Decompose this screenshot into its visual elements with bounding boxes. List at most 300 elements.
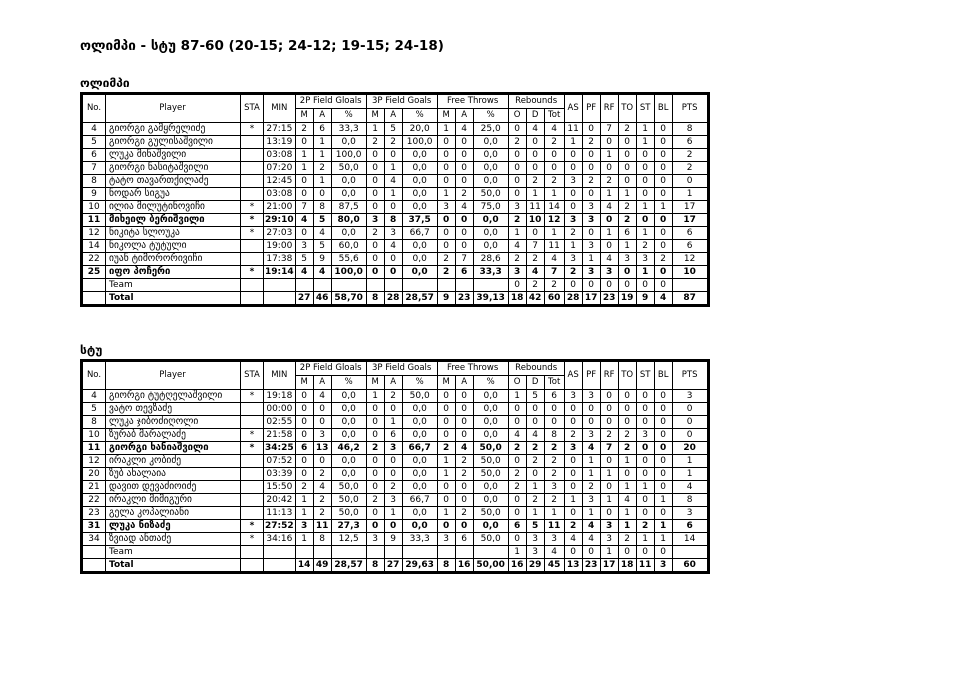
cell-min: 02:55: [264, 416, 296, 429]
col-header-reb-tot: Tot: [544, 376, 564, 390]
cell-pf_: 50,0: [473, 533, 508, 546]
cell-st: 0: [636, 468, 654, 481]
cell-a2: 2: [313, 494, 331, 507]
cell-rf: 0: [600, 162, 618, 175]
col-header-min: MIN: [264, 95, 296, 123]
cell-as: 0: [564, 162, 582, 175]
cell-sta: [241, 175, 264, 188]
cell-m2: 0: [295, 227, 313, 240]
cell-to: 1: [618, 507, 636, 520]
col-header-free-throws: Free Throws: [437, 95, 508, 109]
col-header-3p-a: A: [384, 376, 402, 390]
cell-a3: 0: [384, 253, 402, 266]
col-header-reb-o: O: [508, 109, 526, 123]
cell-af: 7: [455, 253, 473, 266]
table-row: [83, 481, 708, 494]
stats-table-olimpi-border: [80, 92, 710, 307]
cell-total-af: 23: [455, 292, 473, 305]
cell-pf_: 0,0: [473, 214, 508, 227]
cell-as: 1: [564, 136, 582, 149]
cell-as: 0: [564, 455, 582, 468]
cell-o: 0: [508, 123, 526, 136]
cell-total-st: 11: [636, 559, 654, 572]
cell-pts: 6: [672, 227, 707, 240]
cell-af: 4: [455, 123, 473, 136]
table-row-total: [83, 292, 708, 305]
cell-tot: 3: [544, 481, 564, 494]
table-row: [83, 162, 708, 175]
cell-sta: *: [241, 201, 264, 214]
cell-team-empty: [455, 546, 473, 559]
cell-team-label: Team: [106, 546, 241, 559]
cell-a3: 3: [384, 494, 402, 507]
table-body: [83, 390, 708, 572]
cell-no: 9: [83, 188, 106, 201]
cell-a2: 5: [313, 214, 331, 227]
cell-player: ლუკა მინაშვილი: [106, 149, 241, 162]
cell-as: 3: [564, 175, 582, 188]
cell-total-o: 18: [508, 292, 526, 305]
cell-to: 2: [618, 442, 636, 455]
cell-bl: 0: [654, 214, 672, 227]
cell-pts: 17: [672, 201, 707, 214]
cell-a2: 4: [313, 481, 331, 494]
cell-af: 4: [455, 442, 473, 455]
cell-tot: 2: [544, 136, 564, 149]
cell-mf: 1: [437, 507, 455, 520]
cell-min: 21:58: [264, 429, 296, 442]
cell-bl: 0: [654, 188, 672, 201]
cell-o: 4: [508, 240, 526, 253]
cell-total-p2: 28,57: [331, 559, 366, 572]
cell-st: 2: [636, 240, 654, 253]
cell-player: ნოდარ სიგუა: [106, 188, 241, 201]
table-row: [83, 227, 708, 240]
cell-tot: 2: [544, 175, 564, 188]
cell-af: 0: [455, 240, 473, 253]
cell-mf: 2: [437, 253, 455, 266]
cell-m3: 0: [366, 507, 384, 520]
cell-team-d: 2: [526, 279, 544, 292]
col-header-bl: BL: [654, 95, 672, 123]
cell-m2: 5: [295, 253, 313, 266]
cell-d: 0: [526, 416, 544, 429]
table-row: [83, 136, 708, 149]
cell-p3: 20,0: [402, 123, 437, 136]
cell-pf_: 33,3: [473, 266, 508, 279]
cell-d: 2: [526, 494, 544, 507]
cell-total-pf: 23: [582, 559, 600, 572]
cell-team-empty: [672, 546, 707, 559]
cell-player: გიორგი ნასიტაშვილი: [106, 162, 241, 175]
cell-m2: 0: [295, 390, 313, 403]
cell-af: 0: [455, 403, 473, 416]
cell-pts: 3: [672, 507, 707, 520]
cell-as: 2: [564, 429, 582, 442]
cell-bl: 0: [654, 162, 672, 175]
cell-pts: 4: [672, 481, 707, 494]
cell-pf: 2: [582, 481, 600, 494]
table-row: [83, 494, 708, 507]
cell-sta: [241, 416, 264, 429]
cell-st: 0: [636, 188, 654, 201]
cell-m3: 0: [366, 403, 384, 416]
cell-total-st: 9: [636, 292, 654, 305]
cell-pf: 0: [582, 188, 600, 201]
cell-total-bl: 3: [654, 559, 672, 572]
cell-a3: 2: [384, 481, 402, 494]
cell-as: 4: [564, 533, 582, 546]
cell-p2: 55,6: [331, 253, 366, 266]
col-header-2p-a: A: [313, 109, 331, 123]
cell-team-empty: [295, 279, 313, 292]
cell-pf: 3: [582, 429, 600, 442]
cell-st: 3: [636, 253, 654, 266]
cell-min: 03:08: [264, 149, 296, 162]
cell-pf: 4: [582, 533, 600, 546]
cell-sta: [241, 403, 264, 416]
col-header-2p-m: M: [295, 109, 313, 123]
cell-team-empty: [295, 546, 313, 559]
cell-bl: 1: [654, 494, 672, 507]
cell-a3: 0: [384, 468, 402, 481]
cell-player: ზუბ ახალაია: [106, 468, 241, 481]
cell-pf: 1: [582, 455, 600, 468]
cell-p2: 100,0: [331, 266, 366, 279]
cell-team-empty: [402, 279, 437, 292]
cell-to: 2: [618, 533, 636, 546]
cell-as: 2: [564, 227, 582, 240]
cell-min: 00:00: [264, 403, 296, 416]
cell-st: 0: [636, 455, 654, 468]
cell-m2: 0: [295, 188, 313, 201]
cell-mf: 0: [437, 481, 455, 494]
col-header-bl: BL: [654, 362, 672, 390]
col-header-player: Player: [106, 95, 241, 123]
cell-rf: 0: [600, 507, 618, 520]
cell-o: 3: [508, 266, 526, 279]
cell-bl: 0: [654, 468, 672, 481]
cell-a3: 1: [384, 162, 402, 175]
col-header-pts: PTS: [672, 95, 707, 123]
cell-total-empty: [241, 292, 264, 305]
cell-d: 0: [526, 162, 544, 175]
cell-o: 0: [508, 403, 526, 416]
cell-player: ტატო თავართქილაძე: [106, 175, 241, 188]
cell-rf: 0: [600, 481, 618, 494]
cell-m2: 2: [295, 123, 313, 136]
cell-st: 1: [636, 533, 654, 546]
cell-a2: 9: [313, 253, 331, 266]
cell-p3: 0,0: [402, 481, 437, 494]
cell-min: 19:14: [265, 267, 294, 277]
cell-af: 0: [455, 136, 473, 149]
cell-a3: 8: [384, 214, 402, 227]
cell-o: 0: [508, 416, 526, 429]
cell-pts: 2: [672, 149, 707, 162]
cell-st: 1: [636, 227, 654, 240]
cell-m3: 2: [366, 494, 384, 507]
cell-p2: 0,0: [331, 416, 366, 429]
col-header-st: ST: [636, 95, 654, 123]
cell-team-empty: [437, 279, 455, 292]
cell-o: 6: [508, 520, 526, 533]
cell-af: 0: [455, 481, 473, 494]
cell-total-pts: 60: [672, 559, 707, 572]
cell-bl: 0: [654, 175, 672, 188]
cell-bl: 2: [654, 253, 672, 266]
cell-total-d: 29: [526, 559, 544, 572]
col-header-2p-field-goals: 2P Field Gloals: [295, 362, 366, 376]
cell-a3: 0: [384, 149, 402, 162]
cell-player: დავით დევაძიოიძე: [106, 481, 241, 494]
stats-table-olimpi: [82, 94, 708, 305]
cell-no: 20: [83, 468, 106, 481]
cell-a3: 1: [384, 416, 402, 429]
cell-pts: 10: [672, 266, 707, 279]
cell-as: 0: [564, 188, 582, 201]
table-head: [83, 95, 708, 123]
stats-table-stu-border: [80, 359, 710, 574]
col-header-sta: STA: [241, 362, 264, 390]
cell-a2: 0: [313, 188, 331, 201]
cell-st: 0: [636, 507, 654, 520]
cell-mf: 1: [437, 468, 455, 481]
cell-no: 8: [83, 416, 106, 429]
cell-d: 1: [526, 481, 544, 494]
cell-as: 0: [564, 468, 582, 481]
cell-total-mf: 9: [437, 292, 455, 305]
col-header-ft-m: M: [437, 109, 455, 123]
cell-total-p2: 58,70: [331, 292, 366, 305]
cell-st: 0: [636, 390, 654, 403]
cell-no: 23: [83, 507, 106, 520]
cell-a3: 1: [384, 507, 402, 520]
cell-team-as: 0: [564, 546, 582, 559]
cell-total-a3: 27: [384, 559, 402, 572]
cell-as: 0: [564, 403, 582, 416]
cell-to: 1: [618, 188, 636, 201]
cell-d: 2: [526, 455, 544, 468]
cell-no: 4: [83, 390, 106, 403]
cell-player: ზვიად ანთაძე: [106, 533, 241, 546]
cell-p3: 37,5: [402, 214, 437, 227]
cell-d: 1: [526, 507, 544, 520]
cell-p3: 66,7: [402, 442, 437, 455]
cell-pf_: 28,6: [473, 253, 508, 266]
cell-rf: 0: [600, 390, 618, 403]
col-header-ft-pct: %: [473, 109, 508, 123]
cell-mf: 1: [437, 455, 455, 468]
cell-m2: 0: [295, 468, 313, 481]
cell-p2: 27,3: [331, 520, 366, 533]
cell-team-pf: 0: [582, 279, 600, 292]
cell-to: 2: [618, 201, 636, 214]
cell-rf: 0: [600, 136, 618, 149]
table-row: [83, 416, 708, 429]
cell-pf_: 0,0: [473, 416, 508, 429]
cell-mf: 2: [437, 442, 455, 455]
cell-m3: 0: [366, 481, 384, 494]
cell-m3: 2: [366, 442, 384, 455]
cell-p2: 60,0: [331, 240, 366, 253]
cell-d: 11: [526, 201, 544, 214]
col-header-2p-m: M: [295, 376, 313, 390]
cell-rf: 7: [600, 442, 618, 455]
cell-team-empty: [455, 279, 473, 292]
col-header-sta: STA: [241, 95, 264, 123]
cell-bl: 0: [654, 442, 672, 455]
cell-team-empty: [437, 546, 455, 559]
table-row: [83, 175, 708, 188]
cell-team-tot: 4: [544, 546, 564, 559]
cell-tot: 0: [544, 416, 564, 429]
cell-o: 1: [508, 227, 526, 240]
cell-d: 2: [526, 175, 544, 188]
cell-pf: 0: [582, 416, 600, 429]
cell-m3: 0: [366, 253, 384, 266]
cell-sta: [241, 136, 264, 149]
cell-pts: 12: [672, 253, 707, 266]
cell-o: 0: [508, 494, 526, 507]
cell-m3: 3: [366, 214, 384, 227]
cell-total-o: 16: [508, 559, 526, 572]
cell-rf: 0: [600, 240, 618, 253]
table-row-team: [83, 546, 708, 559]
cell-p3: 0,0: [402, 162, 437, 175]
cell-tot: 7: [544, 266, 564, 279]
cell-player: ნიკოლა ტუტული: [106, 240, 241, 253]
cell-as: 3: [564, 214, 582, 227]
cell-a2: 1: [313, 175, 331, 188]
cell-p2: 50,0: [331, 162, 366, 175]
cell-st: 0: [636, 416, 654, 429]
cell-a2: 2: [313, 468, 331, 481]
cell-bl: 0: [654, 416, 672, 429]
cell-p2: 0,0: [331, 136, 366, 149]
cell-as: 3: [564, 442, 582, 455]
cell-a2: 0: [313, 455, 331, 468]
cell-min: 20:42: [264, 494, 296, 507]
cell-m3: 0: [366, 162, 384, 175]
cell-a2: 5: [313, 240, 331, 253]
cell-pf_: 0,0: [473, 403, 508, 416]
cell-mf: 0: [437, 416, 455, 429]
cell-m2: 1: [295, 533, 313, 546]
cell-a2: 0: [313, 416, 331, 429]
col-header-3p-field-goals: 3P Field Goals: [366, 95, 437, 109]
cell-d: 0: [526, 227, 544, 240]
cell-mf: 0: [437, 520, 455, 533]
cell-total-pts: 87: [672, 292, 707, 305]
cell-mf: 0: [437, 390, 455, 403]
cell-m3: 2: [366, 136, 384, 149]
cell-m3: 0: [366, 188, 384, 201]
cell-pts: 1: [672, 188, 707, 201]
cell-pf_: 0,0: [473, 149, 508, 162]
cell-rf: 1: [600, 188, 618, 201]
cell-pts: 0: [672, 403, 707, 416]
cell-m2: 1: [295, 162, 313, 175]
cell-as: 11: [564, 123, 582, 136]
col-header-ft-a: A: [455, 376, 473, 390]
cell-team-empty: [366, 279, 384, 292]
cell-as: 0: [564, 507, 582, 520]
header-row-groups: [83, 362, 708, 376]
cell-o: 2: [508, 442, 526, 455]
cell-st: 1: [636, 201, 654, 214]
col-header-ft-m: M: [437, 376, 455, 390]
cell-as: 1: [564, 494, 582, 507]
cell-pf_: 0,0: [473, 240, 508, 253]
cell-af: 6: [455, 533, 473, 546]
cell-min: 07:52: [264, 455, 296, 468]
cell-player: გიორგი ხანიაშვილი: [106, 442, 241, 455]
cell-a3: 3: [384, 227, 402, 240]
cell-tot: 11: [544, 520, 564, 533]
cell-d: 0: [526, 403, 544, 416]
col-header-3p-pct: %: [402, 109, 437, 123]
cell-rf: 4: [600, 201, 618, 214]
cell-st: 1: [636, 266, 654, 279]
cell-mf: 0: [437, 494, 455, 507]
cell-no: 22: [83, 253, 106, 266]
cell-d: 10: [526, 214, 544, 227]
cell-mf: 0: [437, 227, 455, 240]
cell-bl: 0: [654, 390, 672, 403]
cell-total-m2: 27: [295, 292, 313, 305]
cell-total-to: 18: [618, 559, 636, 572]
cell-team-empty: [331, 279, 366, 292]
cell-o: 2: [508, 214, 526, 227]
cell-tot: 14: [544, 201, 564, 214]
cell-tot: 12: [544, 214, 564, 227]
cell-team-empty: [384, 546, 402, 559]
cell-st: 0: [636, 494, 654, 507]
cell-pf: 4: [582, 520, 600, 533]
cell-player: ვატო თევზაძე: [106, 403, 241, 416]
cell-team-empty: [331, 546, 366, 559]
table-row: [83, 188, 708, 201]
cell-pf: 3: [582, 201, 600, 214]
cell-team-empty: [672, 279, 707, 292]
col-header-rf: RF: [600, 362, 618, 390]
cell-tot: 11: [544, 240, 564, 253]
cell-team-empty: [384, 279, 402, 292]
cell-bl: 0: [654, 123, 672, 136]
cell-mf: 2: [437, 266, 455, 279]
cell-min: 27:52: [265, 521, 294, 531]
cell-bl: 1: [654, 201, 672, 214]
cell-pts: 2: [672, 162, 707, 175]
cell-sta: [241, 481, 264, 494]
cell-d: 0: [526, 149, 544, 162]
cell-p3: 0,0: [402, 507, 437, 520]
cell-rf: 4: [600, 253, 618, 266]
cell-sta: [241, 507, 264, 520]
cell-team-empty: [83, 279, 106, 292]
cell-as: 2: [564, 520, 582, 533]
cell-af: 2: [455, 455, 473, 468]
cell-player: ლუკა ჯიბოძიღოლი: [106, 416, 241, 429]
cell-team-tot: 2: [544, 279, 564, 292]
cell-min: 07:20: [264, 162, 296, 175]
cell-total-pf_: 50,00: [473, 559, 508, 572]
cell-sta: [241, 494, 264, 507]
cell-bl: 0: [654, 481, 672, 494]
cell-pf_: 25,0: [473, 123, 508, 136]
cell-bl: 0: [654, 429, 672, 442]
